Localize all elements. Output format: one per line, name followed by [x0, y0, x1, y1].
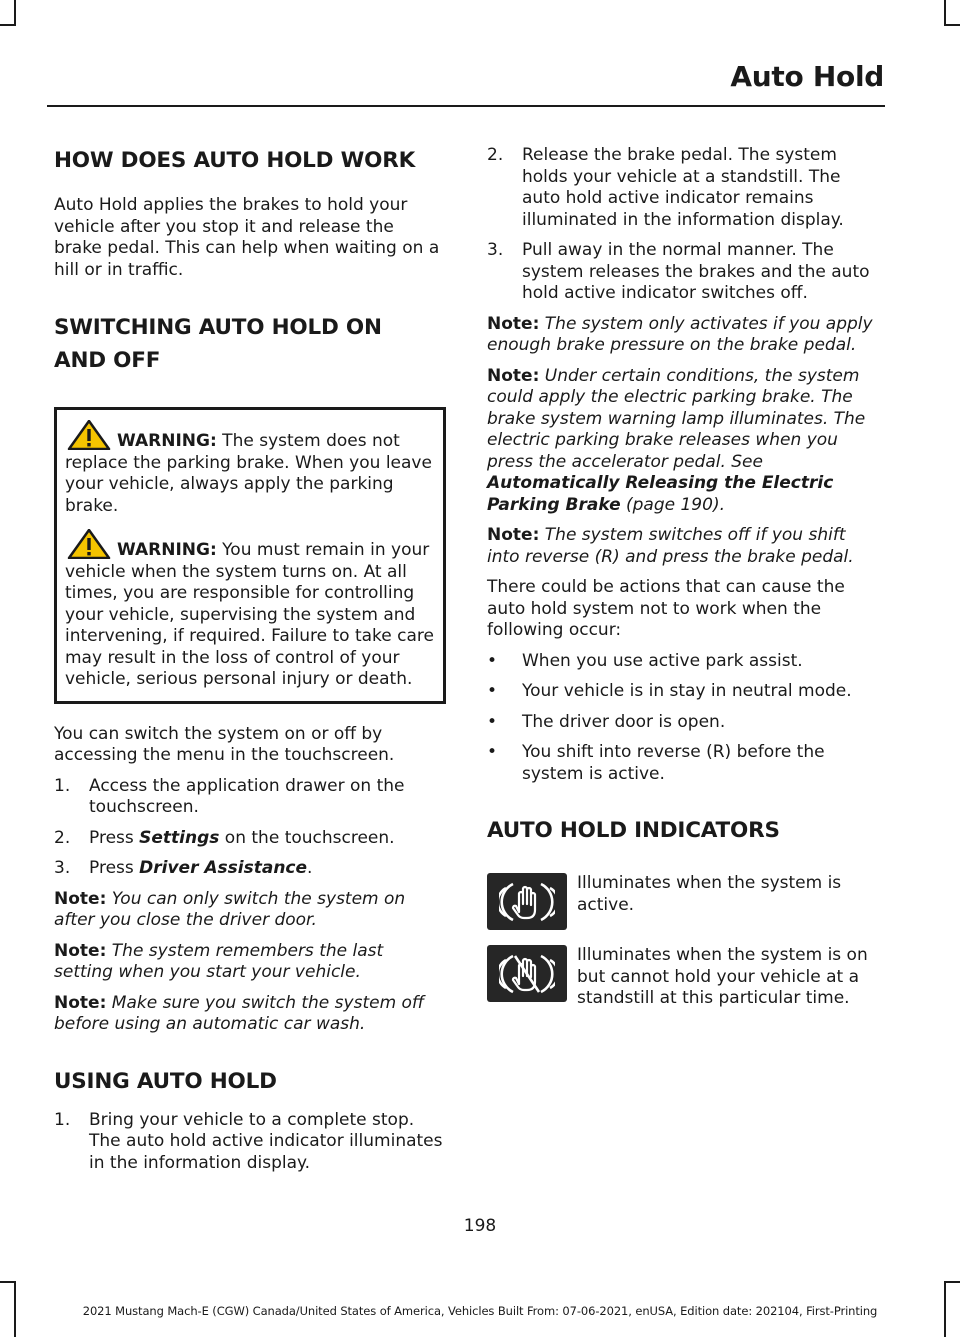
bullet: • — [487, 650, 498, 671]
page-footer: 2021 Mustang Mach-E (CGW) Canada/United States of America, Vehicles Built From: 07-06-2021, enUSA, Edition date: 202104, First-Printing — [82, 1304, 878, 1318]
list-item — [54, 776, 446, 819]
note-text: The system only activates if you apply enough brake pressure on the brake pedal. — [487, 313, 873, 355]
list-item — [487, 651, 880, 673]
list-item — [487, 681, 880, 703]
step-text: Press — [89, 827, 140, 848]
note — [54, 993, 446, 1036]
note-text: You can only switch the system on after you close the driver door. — [54, 888, 406, 930]
note-text: The system remembers the last setting when you start your vehicle. — [54, 940, 384, 982]
crop-mark — [0, 24, 16, 26]
warning-item — [65, 529, 435, 691]
page-reference: (page 190). — [620, 494, 725, 515]
note-label: Note: — [487, 525, 540, 545]
heading-using-auto-hold: USING AUTO HOLD — [54, 1068, 277, 1094]
warning-text: The system does not replace the parking brake. When you leave your vehicle, always apply the parking brake. — [65, 431, 432, 516]
bullet-text: Your vehicle is in stay in neutral mode. — [522, 681, 852, 701]
warning-item — [65, 420, 435, 517]
note — [487, 314, 880, 357]
crop-mark — [944, 24, 960, 26]
crop-mark — [944, 1281, 960, 1283]
note-text: The system switches off if you shift into reverse (R) and press the brake pedal. — [487, 525, 854, 567]
note — [487, 366, 880, 517]
step-number: 2. — [487, 145, 504, 165]
step-text: . — [307, 858, 313, 878]
note-label: Note: — [54, 992, 107, 1013]
header-rule — [47, 105, 885, 107]
list-item — [54, 1110, 446, 1175]
step-text: Press — [89, 858, 140, 878]
indicator-row — [487, 945, 880, 1010]
list-item — [487, 742, 880, 785]
indicator-description: Illuminates when the system is on but cannot hold your vehicle at a standstill at this particular time. — [577, 945, 868, 1008]
settings-term: Settings — [139, 827, 220, 848]
note-text: Make sure you switch the system off before using an automatic car wash. — [54, 992, 425, 1034]
page-number: 198 — [463, 1216, 497, 1236]
crop-mark — [0, 1281, 16, 1283]
using-steps — [54, 1110, 446, 1175]
driver-assistance-term: Driver Assistance — [139, 858, 308, 878]
step-text: Bring your vehicle to a complete stop. The auto hold active indicator illuminates in the information display. — [89, 1109, 443, 1173]
using-steps-continued — [487, 145, 880, 305]
step-text: Pull away in the normal manner. The system releases the brakes and the auto hold active indicator switches off. — [522, 240, 870, 303]
intro-paragraph: Auto Hold applies the brakes to hold your vehicle after you stop it and release the brake pedal. This can help when waiting on a hill or in traffic. — [54, 195, 440, 280]
list-item — [54, 858, 446, 880]
conditions-list — [487, 651, 880, 786]
warning-text: You must remain in your vehicle when the system turns on. At all times, you are responsible for controlling your vehicle, supervising the system and intervening, if required. Failure to take care may result in the loss of control of your vehicle, serious personal injury or death. — [65, 540, 434, 689]
switch-steps — [54, 776, 446, 880]
warning-label: WARNING: — [117, 540, 217, 560]
note-label: Note: — [487, 365, 540, 386]
list-item — [487, 240, 880, 305]
step-number: 3. — [487, 240, 504, 260]
step-number: 2. — [54, 827, 71, 848]
auto-hold-active-icon — [487, 873, 567, 930]
heading-auto-hold-indicators: AUTO HOLD INDICATORS — [487, 818, 780, 843]
step-number: 3. — [54, 858, 71, 878]
bullet: • — [487, 742, 498, 762]
step-text: Release the brake pedal. The system holds your vehicle at a standstill. The auto hold active indicator remains illuminated in the information display. — [522, 145, 844, 230]
heading-switching-auto-hold: SWITCHING AUTO HOLD ON AND OFF — [54, 315, 382, 373]
list-item — [487, 145, 880, 231]
note-label: Note: — [487, 313, 540, 334]
crop-mark — [14, 0, 16, 24]
page-header-title: Auto Hold — [730, 60, 884, 93]
step-number: 1. — [54, 775, 71, 796]
note — [54, 889, 446, 932]
list-item — [487, 712, 880, 734]
indicator-description: Illuminates when the system is active. — [577, 873, 842, 915]
indicator-row — [487, 873, 880, 933]
bullet-text: When you use active park assist. — [522, 650, 803, 671]
note — [54, 941, 446, 984]
step-text: on the touchscreen. — [219, 827, 395, 848]
list-item — [54, 828, 446, 850]
warning-label: WARNING: — [117, 431, 217, 451]
note-label: Note: — [54, 940, 107, 961]
cross-reference-link[interactable]: Automatically Releasing the Electric Parking Brake — [487, 473, 834, 515]
warning-triangle-icon — [67, 420, 111, 446]
step-number: 1. — [54, 1109, 71, 1130]
step-text: Access the application drawer on the touchscreen. — [89, 775, 405, 817]
actions-paragraph: There could be actions that can cause the auto hold system not to work when the following occur: — [487, 577, 845, 640]
warning-box — [54, 407, 446, 704]
crop-mark — [944, 0, 946, 24]
left-column — [54, 145, 446, 1183]
heading-how-does-auto-hold-work: HOW DOES AUTO HOLD WORK — [54, 148, 416, 173]
note-label: Note: — [54, 888, 107, 909]
switch-paragraph: You can switch the system on or off by accessing the menu in the touchscreen. — [54, 723, 395, 765]
note-text: Under certain conditions, the system could apply the electric parking brake. The brake system warning lamp illuminates. The electric parking brake releases when you press the accelerator pedal. See — [487, 365, 866, 472]
bullet-text: The driver door is open. — [522, 711, 726, 732]
bullet-text: You shift into reverse (R) before the system is active. — [522, 742, 825, 784]
warning-triangle-icon — [67, 529, 111, 555]
auto-hold-standby-icon — [487, 945, 567, 1002]
bullet: • — [487, 681, 498, 701]
bullet: • — [487, 711, 498, 732]
note — [487, 525, 880, 568]
right-column — [487, 145, 880, 1022]
